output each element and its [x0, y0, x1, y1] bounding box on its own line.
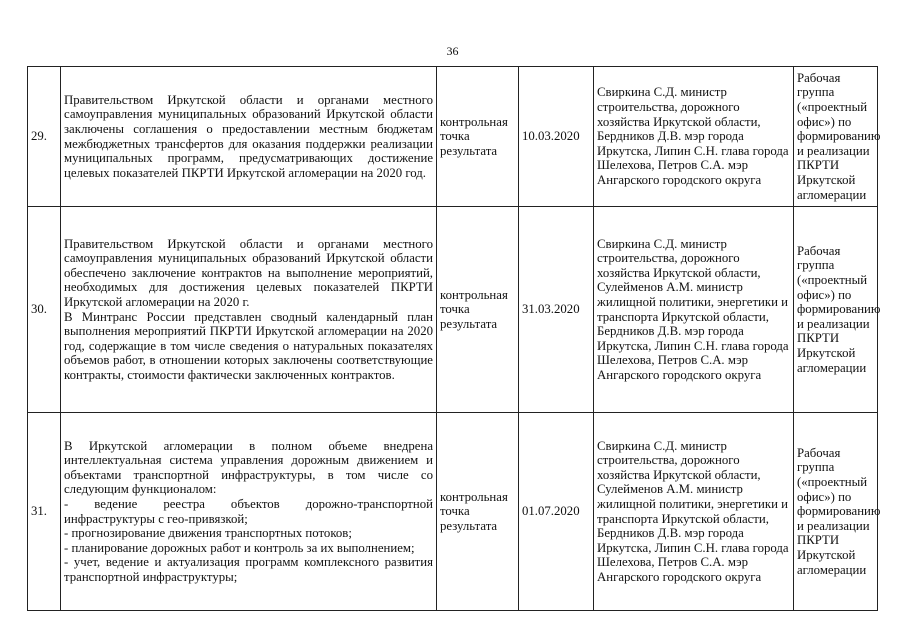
- milestone-type: контрольная точка результата: [437, 207, 519, 413]
- table-row: [28, 67, 878, 207]
- description-paragraph: Правительством Иркутской области и органами местного самоуправления муниципальных образований Иркутской области заключены соглашения о предоставлении местным бюджетам межбюджетных трансфертов для оказания поддержки реализации муниципальных программ, предусматривающих достижение целевых показателей ПКРТИ Иркутской агломерации на 2020 год.: [64, 92, 433, 180]
- working-group: Рабочая группа («проектный офис») по формированию и реализации ПКРТИ Иркутской агломерации: [794, 207, 878, 413]
- responsible-persons: Свиркина С.Д. министр строительства, дорожного хозяйства Иркутской области, Сулейменов А.М. министр жилищной политики, энергетики и транспорта Иркутской области, Бердников Д.В. мэр города Иркутска, Липин С.Н. глава города Шелехова, Петров С.А. мэр Ангарского городского округа: [594, 207, 794, 413]
- description-bullet: - учет, ведение и актуализация программ комплексного развития транспортной инфраструктуры;: [64, 555, 433, 584]
- milestone-date: 10.03.2020: [519, 67, 594, 207]
- milestone-type: контрольная точка результата: [437, 413, 519, 611]
- plan-table: [27, 66, 881, 611]
- working-group: Рабочая группа («проектный офис») по формированию и реализации ПКРТИ Иркутской агломерации: [794, 67, 878, 207]
- description-bullet: - прогнозирование движения транспортных потоков;: [64, 526, 352, 541]
- milestone-date: 31.03.2020: [519, 207, 594, 413]
- row-number: 31.: [28, 413, 61, 611]
- responsible-persons: Свиркина С.Д. министр строительства, дорожного хозяйства Иркутской области, Сулейменов А.М. министр жилищной политики, энергетики и транспорта Иркутской области, Бердников Д.В. мэр города Иркутска, Липин С.Н. глава города Шелехова, Петров С.А. мэр Ангарского городского округа: [594, 413, 794, 611]
- row-description: [61, 207, 437, 413]
- description-paragraph: В Иркутской агломерации в полном объеме внедрена интеллектуальная система управления дорожным движением и объектами транспортной инфраструктуры, в том числе со следующим функционалом:: [64, 438, 433, 497]
- table-row: [28, 207, 878, 413]
- milestone-type: контрольная точка результата: [437, 67, 519, 207]
- responsible-persons: Свиркина С.Д. министр строительства, дорожного хозяйства Иркутской области, Бердников Д.В. мэр города Иркутска, Липин С.Н. глава города Шелехова, Петров С.А. мэр Ангарского городского округа: [594, 67, 794, 207]
- description-bullet: - планирование дорожных работ и контроль за их выполнением;: [64, 540, 415, 555]
- row-number: 29.: [28, 67, 61, 207]
- row-description: [61, 67, 437, 207]
- description-paragraph: Правительством Иркутской области и органами местного самоуправления муниципальных образований Иркутской области обеспечено заключение контрактов на выполнение мероприятий, необходимых для достижения целевых показателей ПКРТИ Иркутской агломерации на 2020 г.: [64, 236, 433, 309]
- row-description: [61, 413, 437, 611]
- description-paragraph: В Минтранс России представлен сводный календарный план выполнения мероприятий ПКРТИ Иркутской агломерации на 2020 год, содержащие в том числе сведения о натуральных показателях объемов работ, в отношении которых заключены соответствующие контракты, стоимости фактически заключенных контрактов.: [64, 309, 433, 382]
- row-number: 30.: [28, 207, 61, 413]
- description-bullet: - ведение реестра объектов дорожно-транспортной инфраструктуры с гео-привязкой;: [64, 496, 433, 526]
- table-row: [28, 413, 878, 611]
- milestone-date: 01.07.2020: [519, 413, 594, 611]
- working-group: Рабочая группа («проектный офис») по формированию и реализации ПКРТИ Иркутской агломерации: [794, 413, 878, 611]
- page-number: 36: [446, 44, 459, 58]
